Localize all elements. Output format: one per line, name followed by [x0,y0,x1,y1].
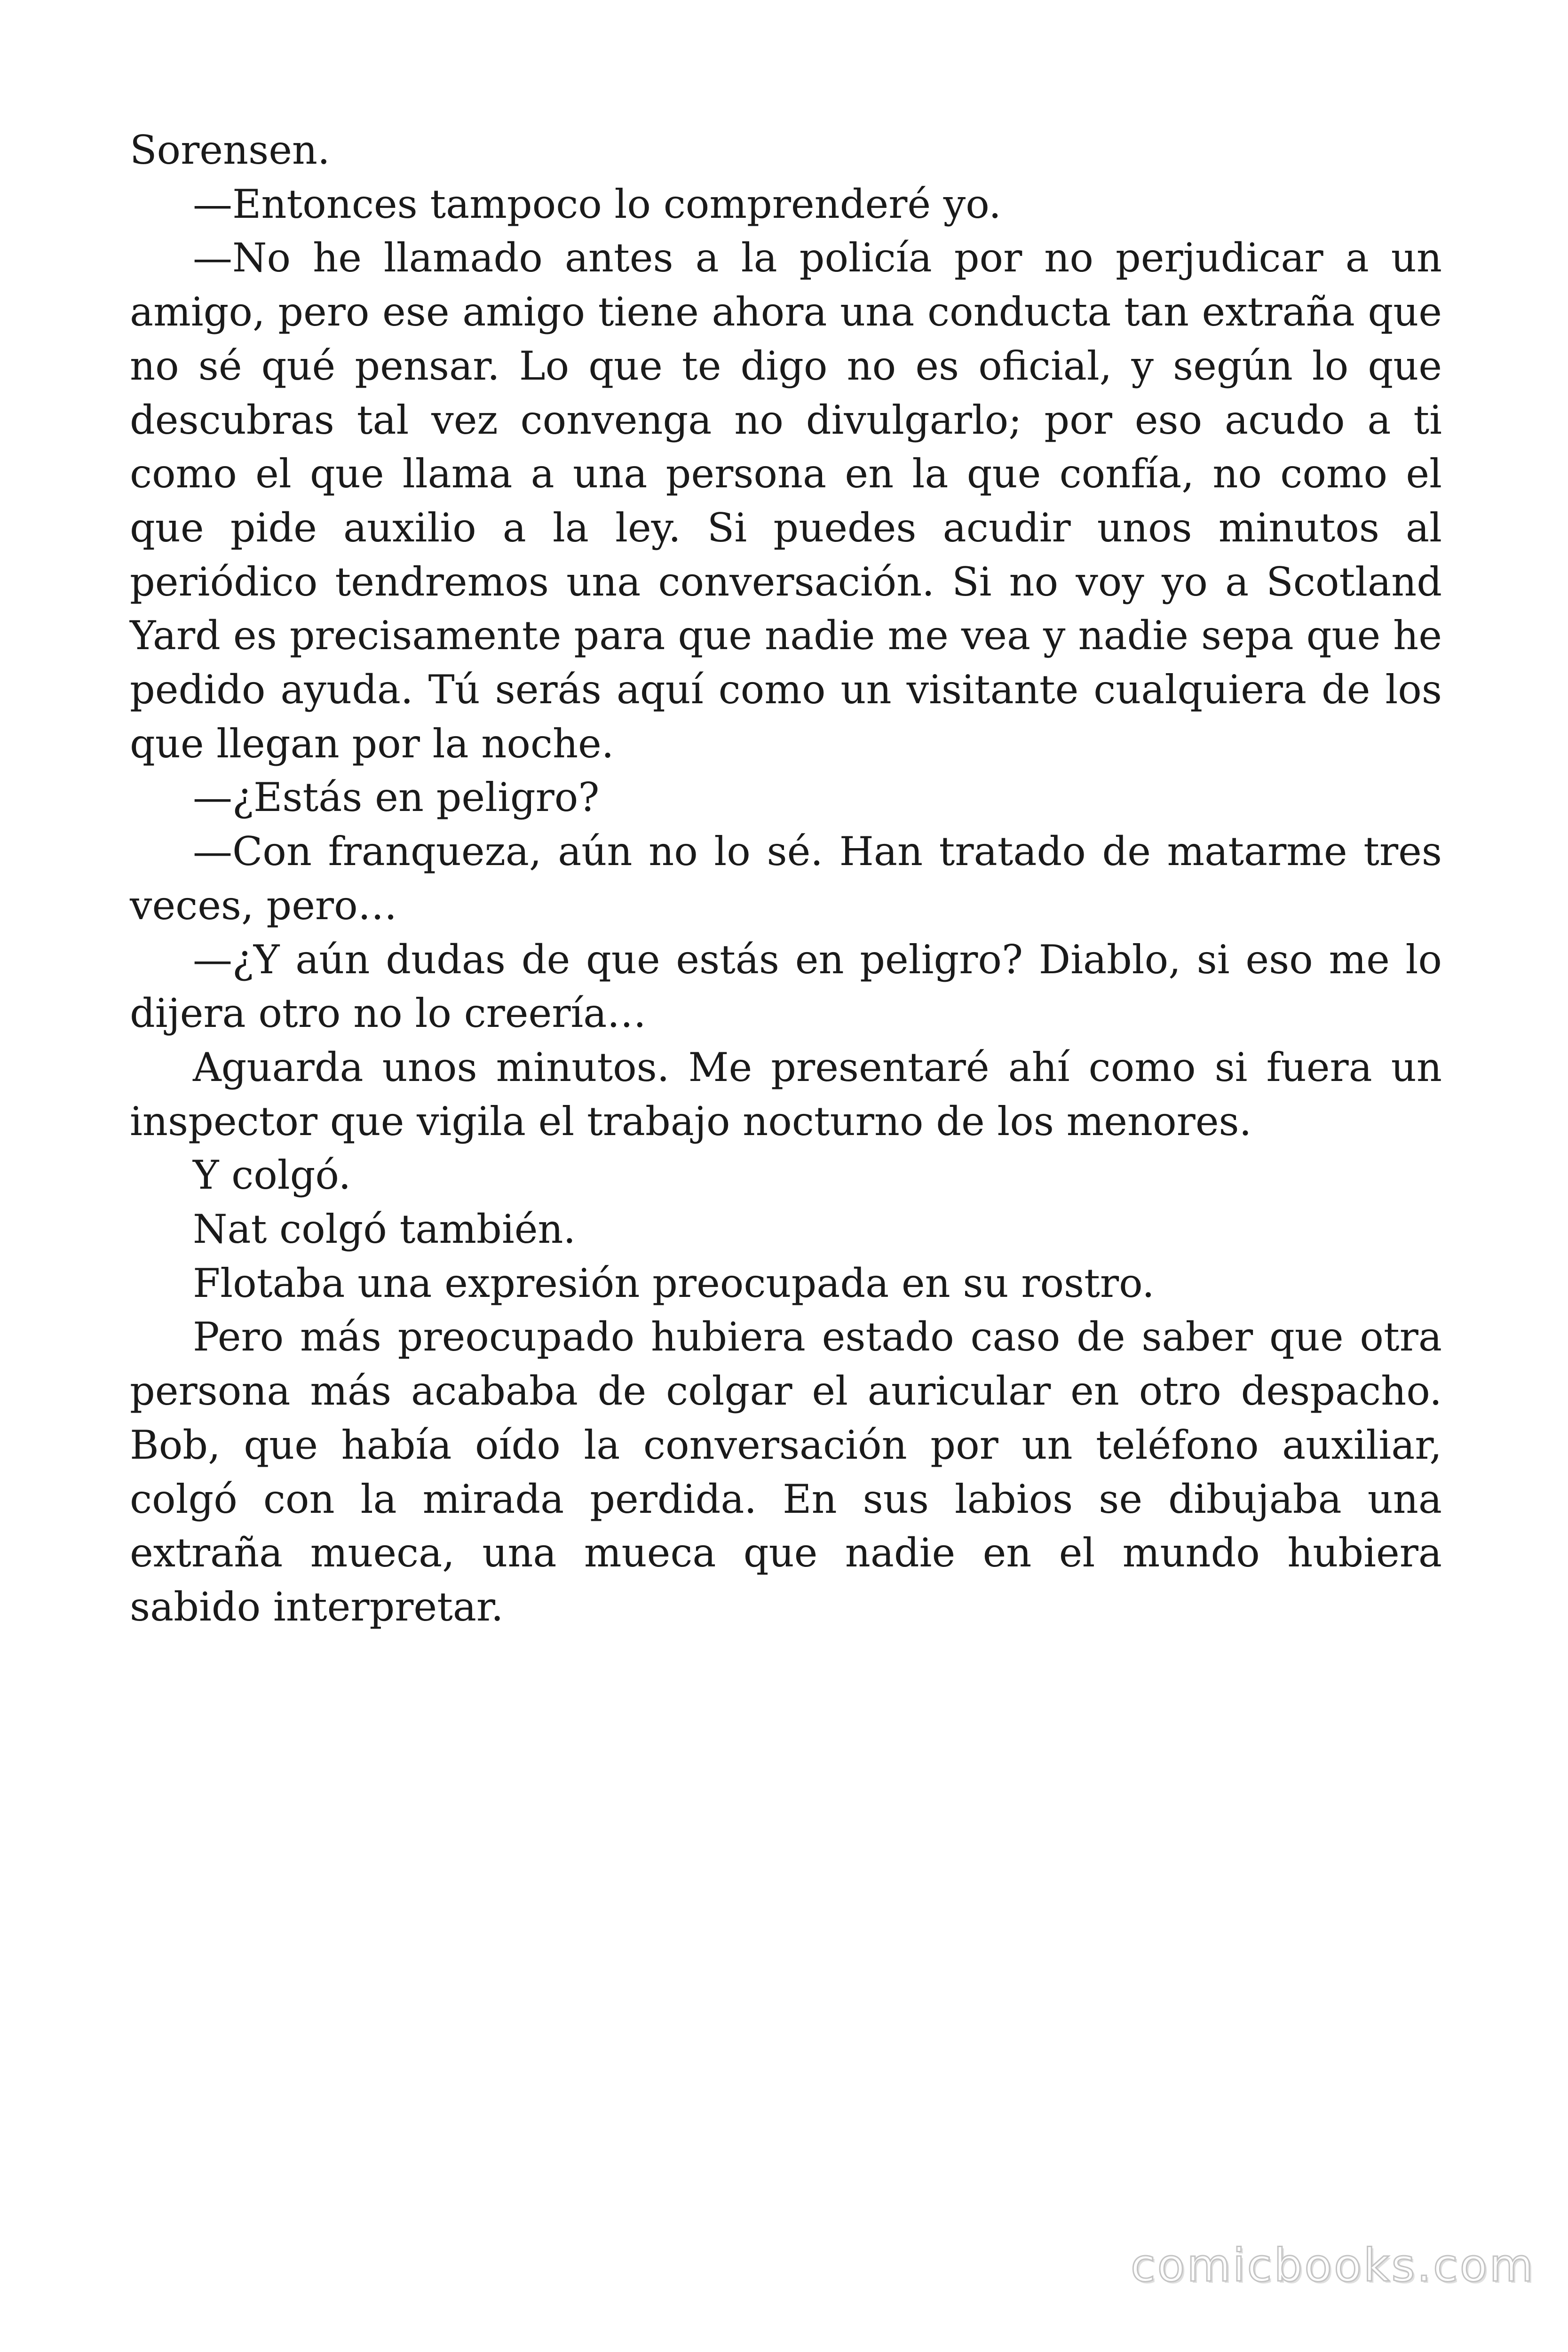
paragraph: Flotaba una expresión preocupada en su rostro. [193,1260,1155,1306]
paragraph: Pero más preocupado hubiera estado caso de saber que otra persona más acababa de colgar el auricular en otro despacho. Bob, que había oído la conversación por un teléfono auxiliar, colgó con la mirada perdida. En sus labios se dibujaba una extraña mueca, una mueca que nadie en el mundo hubiera sabido interpretar. [130,1314,1442,1630]
paragraph: —¿Y aún dudas de que estás en peligro? Diablo, si eso me lo dijera otro no lo creería… [130,936,1442,1037]
paragraph: Nat colgó también. [193,1206,576,1253]
watermark: comicbooks.com [1130,2239,1535,2292]
paragraph: —Con franqueza, aún no lo sé. Han tratado de matarme tres veces, pero… [130,828,1442,929]
paragraph: —No he llamado antes a la policía por no perjudicar a un amigo, pero ese amigo tiene ahora una conducta tan extraña que no sé qué pensar. Lo que te digo no es oficial, y según lo que descubras tal vez convenga no divulgarlo; por eso acudo a ti como el que llama a una persona en la que confía, no como el que pide auxilio a la ley. Si puedes acudir unos minutos al periódico tendremos una conversación. Si no voy yo a Scotland Yard es precisamente para que nadie me vea y nadie sepa que he pedido ayuda. Tú serás aquí como un visitante cualquiera de los que llegan por la noche. [130,235,1442,767]
paragraph: Aguarda unos minutos. Me presentaré ahí como si fuera un inspector que vigila el trabajo nocturno de los menores. [130,1044,1442,1144]
paragraph: —¿Estás en peligro? [193,774,600,821]
paragraph: Y colgó. [193,1152,351,1199]
paragraph: —Entonces tampoco lo comprenderé yo. [193,181,1002,227]
book-page-text [130,123,1442,1634]
paragraph: Sorensen. [130,127,330,173]
